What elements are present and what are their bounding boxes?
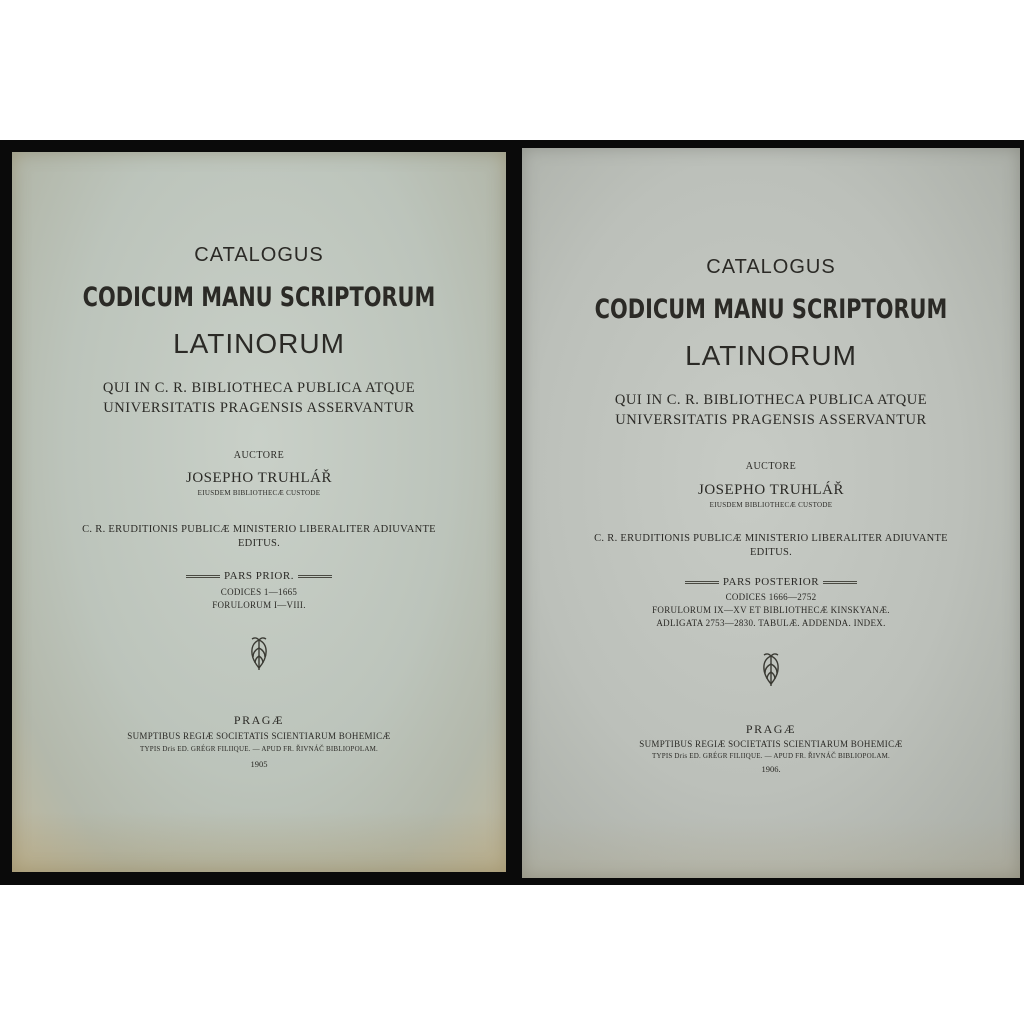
publisher-line: SUMPTIBUS REGIÆ SOCIETATIS SCIENTIARUM BOHEMICÆ [127, 731, 391, 741]
contents-line-1: CODICES 1—1665 [220, 587, 298, 597]
author-role: EIUSDEM BIBLIOTHECÆ CUSTODE [197, 489, 321, 497]
publication-year: 1905 [250, 759, 268, 769]
pars-label: PARS POSTERIOR [722, 576, 820, 588]
place-pragae: PRAGÆ [233, 713, 285, 727]
author-name: JOSEPHO TRUHLÁŘ [186, 470, 332, 486]
book-title-latinorum: LATINORUM [173, 328, 345, 359]
book-cover-volume-1 [12, 152, 506, 872]
catalogus-heading: CATALOGUS [194, 244, 324, 266]
editio-line-2: EDITUS. [237, 538, 281, 549]
pars-label: PARS PRIOR. [224, 570, 294, 582]
contents-line-3: ADLIGATA 2753—2830. TABULÆ. ADDENDA. INDEX. [656, 618, 886, 628]
book-title-latinorum: LATINORUM [685, 340, 857, 371]
publisher-line: SUMPTIBUS REGIÆ SOCIETATIS SCIENTIARUM BOHEMICÆ [639, 739, 903, 749]
leaf-ornament-icon [246, 634, 272, 674]
leaf-ornament-icon [758, 650, 784, 690]
place-pragae: PRAGÆ [745, 722, 797, 736]
auctore-label: AUCTORE [233, 450, 285, 461]
editio-line-2: EDITUS. [749, 547, 793, 558]
author-role: EIUSDEM BIBLIOTHECÆ CUSTODE [709, 501, 833, 509]
book-cover-volume-2 [522, 148, 1020, 878]
cover-stain [522, 818, 1020, 878]
printer-line: TYPIS Dris ED. GRÉGR FILIIQUE. — APUD FR. ŘIVNÁČ BIBLIOPOLAM. [652, 752, 890, 760]
subtitle-line-1: QUI IN C. R. BIBLIOTHECA PUBLICA ATQUE [614, 392, 928, 408]
book-title: CODICUM MANU SCRIPTORUM [82, 282, 436, 313]
auctore-label: AUCTORE [745, 461, 797, 472]
subtitle-line-1: QUI IN C. R. BIBLIOTHECA PUBLICA ATQUE [102, 380, 416, 396]
publication-year: 1906. [761, 764, 781, 774]
catalogus-heading: CATALOGUS [706, 256, 836, 278]
subtitle-line-2: UNIVERSITATIS PRAGENSIS ASSERVANTUR [615, 412, 927, 428]
pars-heading [12, 570, 506, 582]
contents-line-2: FORULORUM IX—XV ET BIBLIOTHECÆ KINSKYANÆ. [652, 605, 890, 615]
printer-line: TYPIS Dris ED. GRÉGR FILIIQUE. — APUD FR. ŘIVNÁČ BIBLIOPOLAM. [140, 745, 378, 753]
pars-heading [522, 576, 1020, 588]
editio-line-1: C. R. ERUDITIONIS PUBLICÆ MINISTERIO LIBERALITER ADIUVANTE [82, 524, 436, 535]
editio-line-1: C. R. ERUDITIONIS PUBLICÆ MINISTERIO LIBERALITER ADIUVANTE [594, 533, 948, 544]
author-name: JOSEPHO TRUHLÁŘ [698, 482, 844, 498]
contents-line-1: CODICES 1666—2752 [725, 592, 817, 602]
subtitle-line-2: UNIVERSITATIS PRAGENSIS ASSERVANTUR [103, 400, 415, 416]
book-title: CODICUM MANU SCRIPTORUM [594, 294, 948, 325]
contents-line-2: FORULORUM I—VIII. [212, 600, 306, 610]
cover-stain [12, 812, 506, 872]
